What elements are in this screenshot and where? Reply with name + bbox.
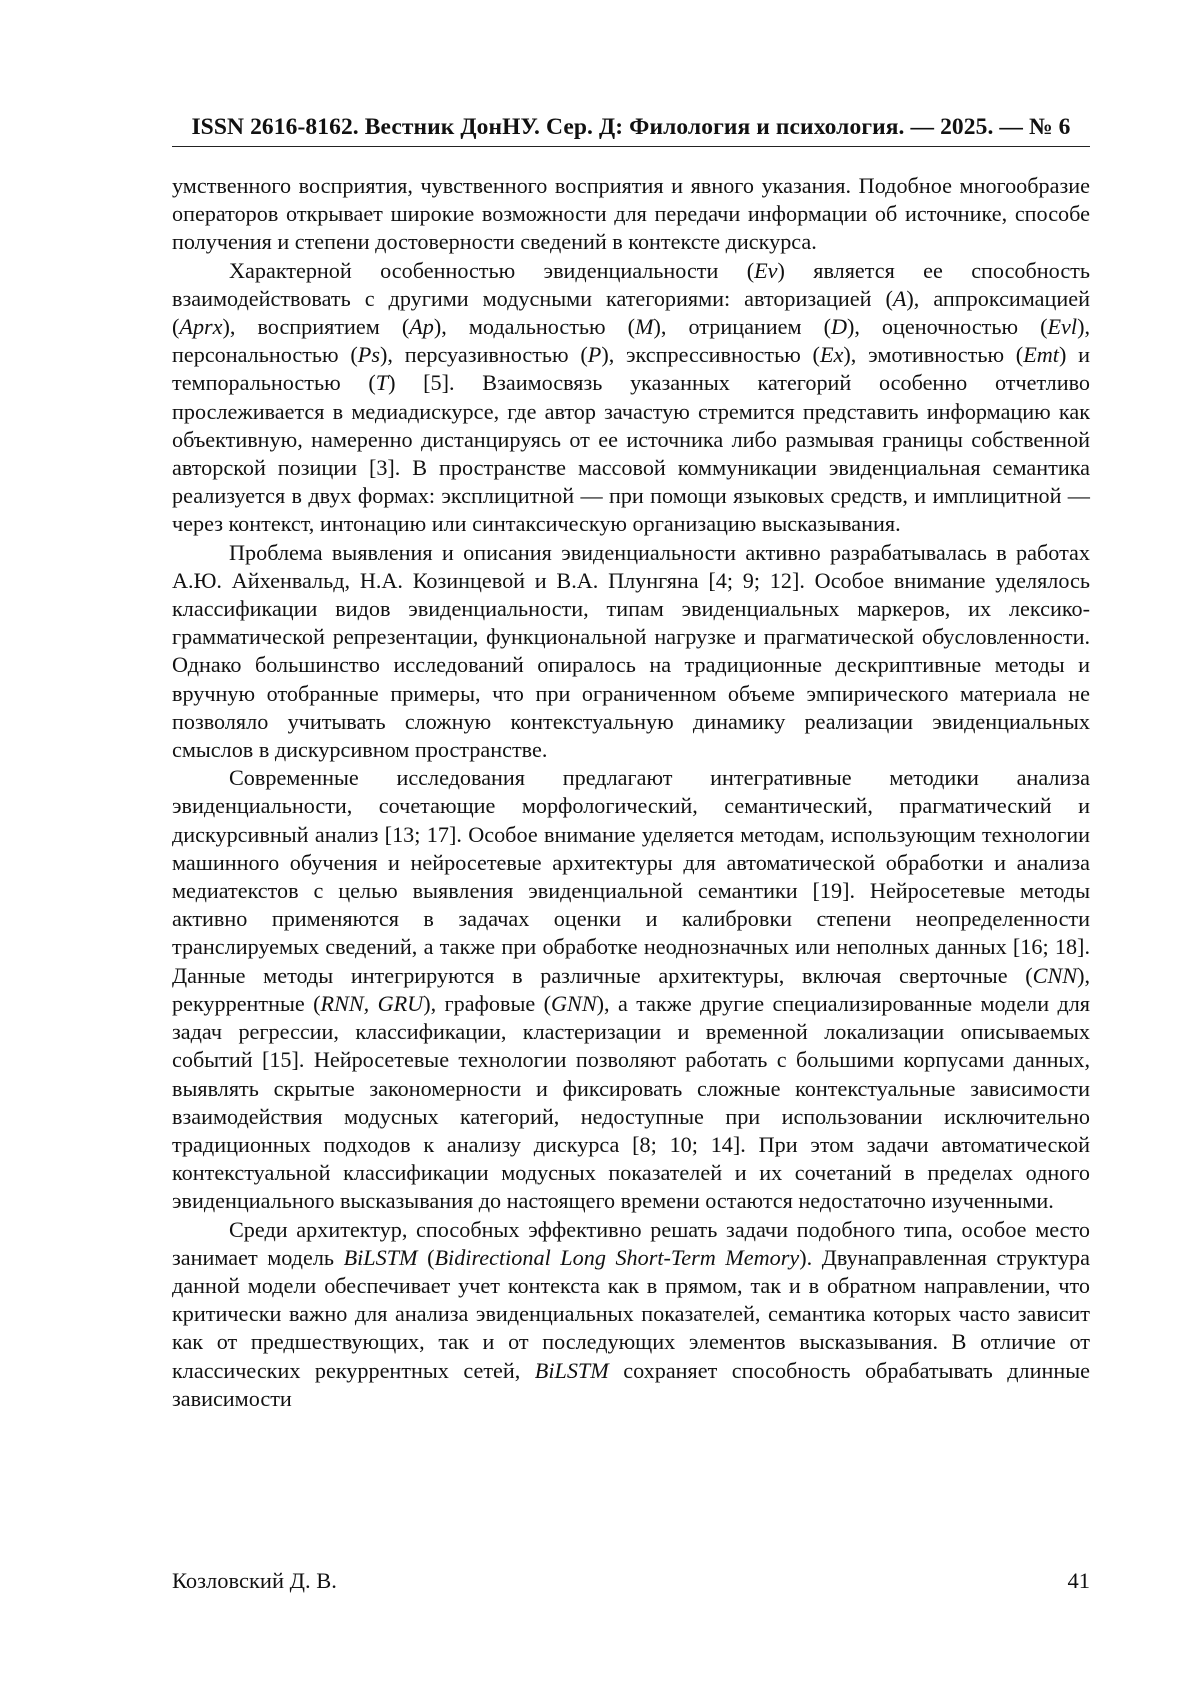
page-number: 41: [1067, 1568, 1090, 1593]
paragraph-2: Характерной особенностью эвиденциальности (Ev) является ее способность взаимодействовать с другими модусными категориями: авторизацией (A), аппроксимацией (Aprx), восприятием (Ap), модальностью (M), отрицанием (D), оценочностью (Evl), персональностью (Ps), персуазивностью (P), экспрессивностью (Ex), эмотивностью (Emt) и темпоральностью (T) [5]. Взаимосвязь указанных категорий особенно отчетливо прослеживается в медиадискурсе, где автор зачастую стремится представить информацию как объективную, намеренно дистанцируясь от ее источника либо размывая границы собственной авторской позиции [3]. В пространстве массовой коммуникации эвиденциальная семантика реализуется в двух формах: эксплицитной — при помощи языковых средств, и имплицитной — через контекст, интонацию или синтаксическую организацию высказывания.: [172, 257, 1090, 537]
paragraph-5: Среди архитектур, способных эффективно решать задачи подобного типа, особое место занимает модель BiLSTM (Bidirectional Long Short-Term Memory). Двунаправленная структура данной модели обеспечивает учет контекста как в прямом, так и в обратном направлении, что критически важно для анализа эвиденциальных показателей, семантика которых часто зависит как от предшествующих, так и от последующих элементов высказывания. В отличие от классических рекуррентных сетей, BiLSTM сохраняет способность обрабатывать длинные зависимости: [172, 1216, 1091, 1411]
paragraph-1: умственного восприятия, чувственного восприятия и явного указания. Подобное многообразие операторов открывает широкие возможности для передачи информации об источнике, способе получения и степени достоверности сведений в контексте дискурса.: [172, 173, 1090, 255]
paragraph-4: Современные исследования предлагают интегративные методики анализа эвиденциальности, сочетающие морфологический, семантический, прагматический и дискурсивный анализ [13; 17]. Особое внимание уделяется методам, использующим технологии машинного обучения и нейросетевые архитектуры для автоматической обработки и анализа медиатекстов с целью выявления эвиденциальной семантики [19]. Нейросетевые методы активно применяются в задачах оценки и калибровки степени неопределенности транслируемых сведений, а также при обработке неоднозначных или неполных данных [16; 18]. Данные методы интегрируются в различные архитектуры, включая сверточные (CNN), рекуррентные (RNN, GRU), графовые (GNN), а также другие специализированные модели для задач регрессии, классификации, кластеризации и временной локализации описываемых событий [15]. Нейросетевые технологии позволяют работать с большими корпусами данных, выявлять скрытые закономерности и фиксировать сложные контекстуальные зависимости взаимодействия модусных категорий, недоступные при использовании исключительно традиционных подходов к анализу дискурса [8; 10; 14]. При этом задачи автоматической контекстуальной классификации модусных показателей и их сочетаний в пределах одного эвиденциального высказывания до настоящего времени остаются недостаточно изученными.: [172, 765, 1091, 1214]
footer-author: Козловский Д. В.: [172, 1568, 337, 1593]
article-body: [172, 172, 1090, 1413]
running-header: [172, 112, 1090, 147]
journal-header-text: ISSN 2616-8162. Вестник ДонНУ. Сер. Д: Филология и психология. — 2025. — № 6: [191, 114, 1071, 140]
paragraph-3: Проблема выявления и описания эвиденциальности активно разрабатывалась в работах А.Ю. Айхенвальд, Н.А. Козинцевой и В.А. Плунгяна [4; 9; 12]. Особое внимание уделялось классификации видов эвиденциальности, типам эвиденциальных маркеров, их лексико-грамматической репрезентации, функциональной нагрузке и прагматической обусловленности. Однако большинство исследований опиралось на традиционные дескриптивные методы и вручную отобранные примеры, что при ограниченном объеме эмпирического материала не позволяло учитывать сложную контекстуальную динамику реализации эвиденциальных смыслов в дискурсивном пространстве.: [172, 539, 1090, 763]
